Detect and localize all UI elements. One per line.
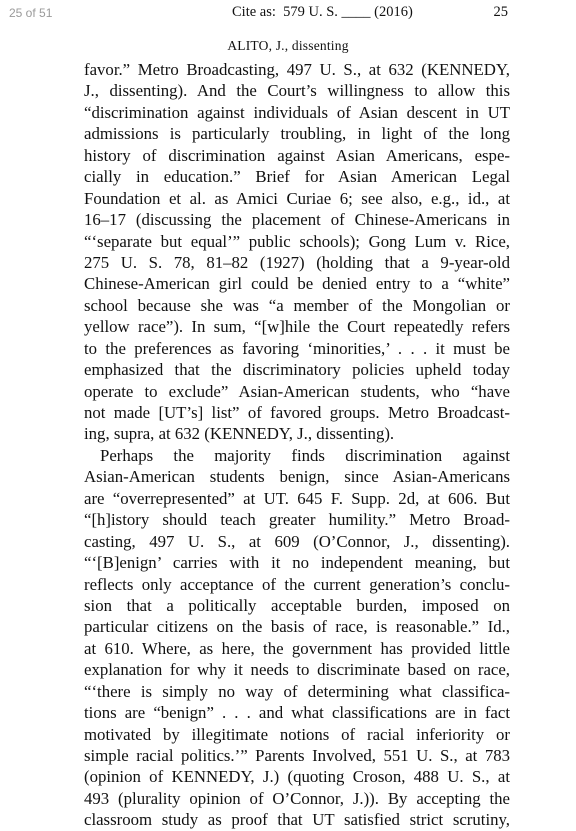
- text-line: explanation for why it needs to discriminate based on race,: [84, 660, 510, 680]
- text-line: “‘separate but equal’” public schools); Gong Lum v. Rice,: [84, 231, 510, 251]
- text-line: “‘there is simply no way of determining what classifica-: [84, 681, 510, 701]
- text-line: Asian-American students benign, since Asian-Americans: [84, 467, 510, 487]
- opinion-body-text: [84, 59, 510, 831]
- text-line: “‘[B]enign’ carries with it no independent meaning, but: [84, 553, 510, 573]
- text-line: favor.” Metro Broadcasting, 497 U. S., at 632 (KENNEDY,: [84, 60, 510, 79]
- text-line: emphasized that the discriminatory policies upheld today: [84, 360, 510, 380]
- citation-header: Cite as: 579 U. S. ____ (2016): [232, 4, 413, 20]
- text-line: casting, 497 U. S., at 609 (O’Connor, J., dissenting).: [84, 531, 510, 551]
- text-line: yellow race”). In sum, “[w]hile the Court repeatedly refers: [84, 317, 510, 337]
- running-header: [0, 4, 576, 24]
- text-line: operate to exclude” Asian-American students, who “have: [84, 381, 510, 401]
- text-line: cially in education.” Brief for Asian American Legal: [84, 167, 510, 187]
- page-number: 25: [493, 4, 508, 20]
- text-line: to the preferences as favoring ‘minorities,’ . . . it must be: [84, 338, 510, 358]
- paragraph-last-line: ing, supra, at 632 (KENNEDY, J., dissenting).: [84, 424, 395, 444]
- text-line: sion that a politically acceptable burden, imposed on: [84, 595, 510, 615]
- text-line: not made [UT’s] list” of favored groups. Metro Broadcast-: [84, 403, 510, 422]
- text-line: admissions is particularly troubling, in light of the long: [84, 124, 510, 144]
- text-line: simple racial politics.’” Parents Involved, 551 U. S., at 783: [84, 746, 510, 765]
- text-line: classroom study as proof that UT satisfied strict scrutiny,: [84, 810, 510, 830]
- text-line: at 610. Where, as here, the government has provided little: [84, 638, 510, 658]
- text-line: school because she was “a member of the Mongolian or: [84, 295, 510, 315]
- text-line: 493 (plurality opinion of O’Connor, J.)). By accepting the: [84, 788, 510, 808]
- text-line: particular citizens on the basis of race, is reasonable.” Id.,: [84, 617, 510, 637]
- text-line: Chinese-American girl could be denied entry to a “white”: [84, 274, 510, 294]
- text-line: 275 U. S. 78, 81–82 (1927) (holding that a 9-year-old: [84, 252, 510, 272]
- text-line: reflects only acceptance of the current generation’s conclu-: [84, 574, 510, 594]
- text-line: tions are “benign” . . . and what classifications are in fact: [84, 703, 510, 723]
- text-line: history of discrimination against Asian Americans, espe-: [84, 145, 510, 165]
- text-line: J., dissenting). And the Court’s willingness to allow this: [84, 81, 510, 101]
- text-line: “discrimination against individuals of Asian descent in UT: [84, 102, 510, 122]
- text-line: Foundation et al. as Amici Curiae 6; see also, e.g., id., at: [84, 188, 510, 208]
- author-line: ALITO, J., dissenting: [227, 38, 349, 53]
- page-indicator-badge: 25 of 51: [9, 6, 53, 20]
- text-line: motivated by illegitimate notions of racial inferiority or: [84, 724, 510, 744]
- text-line: “[h]istory should teach greater humility.” Metro Broad-: [84, 510, 510, 530]
- text-line: (opinion of KENNEDY, J.) (quoting Croson, 488 U. S., at: [84, 767, 510, 787]
- text-line: are “overrepresented” at UT. 645 F. Supp. 2d, at 606. But: [84, 488, 510, 508]
- text-line: 16–17 (discussing the placement of Chinese-Americans in: [84, 210, 510, 230]
- paragraph-first-line: Perhaps the majority finds discrimination against: [100, 445, 510, 465]
